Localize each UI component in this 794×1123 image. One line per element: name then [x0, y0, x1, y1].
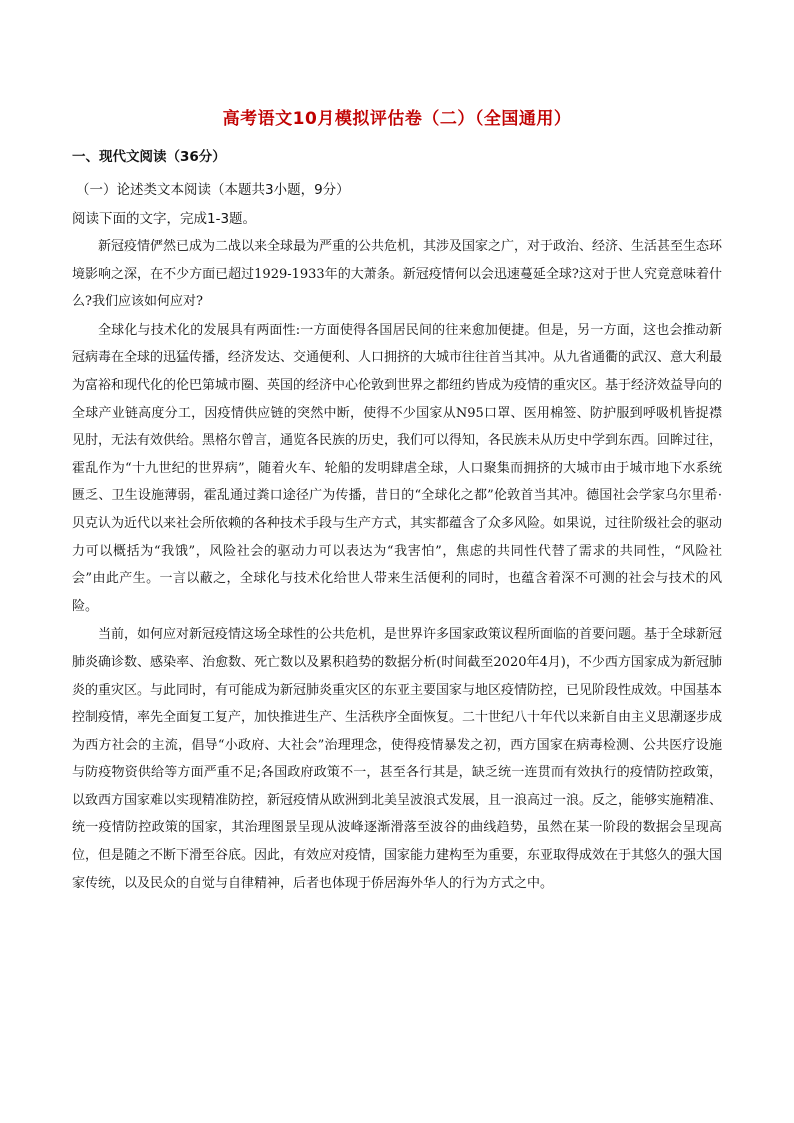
reading-instruction: 阅读下面的文字，完成1-3题。	[72, 211, 257, 227]
article-body	[72, 233, 722, 898]
paragraph-1: 新冠疫情俨然已成为二战以来全球最为严重的公共危机，其涉及国家之广，对于政治、经济、生活甚至生态环境影响之深，在不少方面已超过1929-1933年的大萧条。新冠疫情何以会迅速蔓延全球?这对于世人究竟意味着什么?我们应该如何应对?	[72, 239, 723, 310]
section-heading: 一、现代文阅读（36分）	[72, 149, 226, 165]
document-title: 高考语文10月模拟评估卷（二）（全国通用）	[222, 109, 572, 129]
paragraph-3: 当前，如何应对新冠疫情这场全球性的公共危机，是世界许多国家政策议程所面临的首要问题。基于全球新冠肺炎确诊数、感染率、治愈数、死亡数以及累积趋势的数据分析(时间截至2020年4月)，不少西方国家成为新冠肺炎的重灾区。与此同时，有可能成为新冠肺炎重灾区的东亚主要国家与地区疫情防控，已见阶段性成效。中国基本控制疫情，率先全面复工复产，加快推进生产、生活秩序全面恢复。二十世纪八十年代以来新自由主义思潮逐步成为西方社会的主流，倡导“小政府、大社会”治理理念，使得疫情暴发之初，西方国家在病毒检测、公共医疗设施与防疫物资供给等方面严重不足;各国政府政策不一，甚至各行其是，缺乏统一连贯而有效执行的疫情防控政策，以致西方国家难以实现精准防控，新冠疫情从欧洲到北美呈波浪式发展，且一浪高过一浪。反之，能够实施精准、统一疫情防控政策的国家，其治理图景呈现从波峰逐渐滑落至波谷的曲线趋势，虽然在某一阶段的数据会呈现高位，但是随之不断下滑至谷底。因此，有效应对疫情，国家能力建构至为重要，东亚取得成效在于其悠久的强大国家传统，以及民众的自觉与自律精神，后者也体现于侨居海外华人的行为方式之中。	[72, 627, 723, 891]
paragraph-2: 全球化与技术化的发展具有两面性:一方面使得各国居民间的往来愈加便捷。但是，另一方面，这也会推动新冠病毒在全球的迅猛传播，经济发达、交通便利、人口拥挤的大城市往往首当其冲。从九省通衢的武汉、意大利最为富裕和现代化的伦巴第城市圈、英国的经济中心伦敦到世界之都纽约皆成为疫情的重灾区。基于经济效益导向的全球产业链高度分工，因疫情供应链的突然中断，使得不少国家从N95口罩、医用棉签、防护服到呼吸机皆捉襟见肘，无法有效供给。黑格尔曾言，通览各民族的历史，我们可以得知，各民族未从历史中学到东西。回眸过往，霍乱作为“十九世纪的世界病”，随着火车、轮船的发明肆虐全球，人口聚集而拥挤的大城市由于城市地下水系统匮乏、卫生设施薄弱，霍乱通过粪口途径广为传播，昔日的“全球化之都”伦敦首当其冲。德国社会学家乌尔里希·贝克认为近代以来社会所依赖的各种技术手段与生产方式，其实都蕴含了众多风险。如果说，过往阶级社会的驱动力可以概括为“我饿”，风险社会的驱动力可以表达为“我害怕”，焦虑的共同性代替了需求的共同性，“风险社会”由此产生。一言以蔽之，全球化与技术化给世人带来生活便利的同时，也蕴含着深不可测的社会与技术的风险。	[72, 322, 723, 614]
subsection-heading: （一）论述类文本阅读（本题共3小题，9分）	[76, 182, 350, 198]
